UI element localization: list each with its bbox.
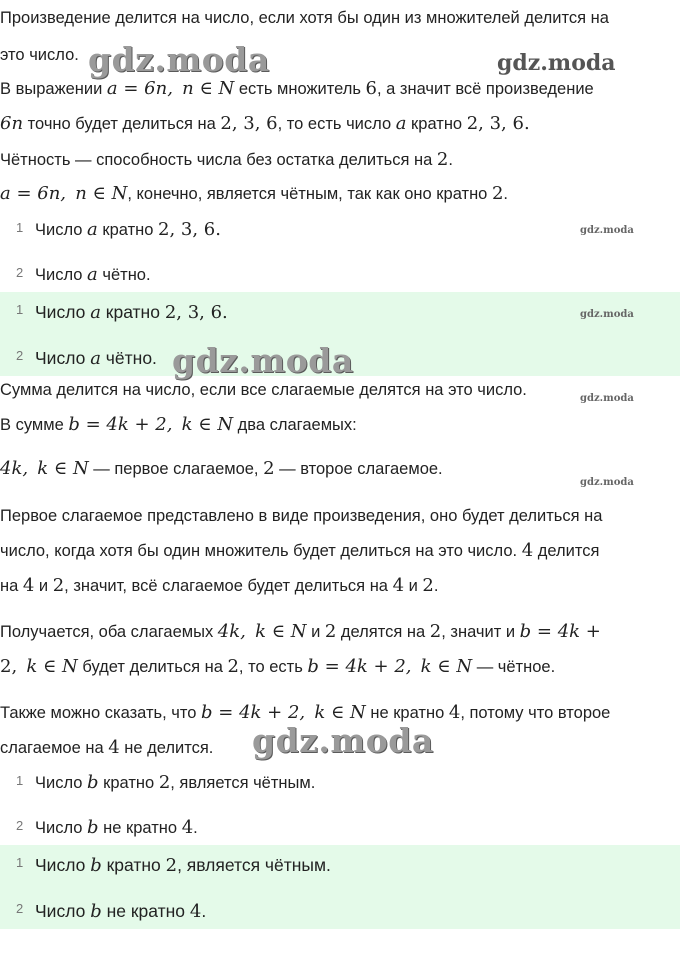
watermark: gdz.moda bbox=[580, 477, 634, 488]
answer-text: Число a кратно 2, 3, 6. bbox=[35, 302, 228, 323]
text-line: 2, k ∈ N будет делиться на 2, то есть b = 4k + 2, k ∈ N — чётное. bbox=[0, 656, 556, 677]
watermark: gdz.moda bbox=[252, 721, 434, 760]
option-text: Число b не кратно 4. bbox=[35, 817, 198, 838]
answer-number: 2 bbox=[16, 348, 24, 363]
answer-text: Число b не кратно 4. bbox=[35, 901, 207, 922]
text-line: Получается, оба слагаемых 4k, k ∈ N и 2 делятся на 2, значит и b = 4k + bbox=[0, 621, 601, 642]
text-line: на 4 и 2, значит, всё слагаемое будет делиться на 4 и 2. bbox=[0, 575, 439, 596]
option-1[interactable] bbox=[0, 763, 680, 803]
answer-text: Число b кратно 2, является чётным. bbox=[35, 855, 331, 876]
option-text: Число a кратно 2, 3, 6. bbox=[35, 219, 221, 240]
watermark: gdz.moda bbox=[497, 50, 616, 76]
answer-number: 1 bbox=[16, 855, 24, 870]
option-1[interactable] bbox=[0, 210, 680, 250]
option-number: 2 bbox=[16, 818, 24, 833]
watermark: gdz.moda bbox=[580, 309, 634, 320]
text-line: Сумма делится на число, если все слагаемые делятся на это число. bbox=[0, 381, 527, 399]
watermark: gdz.moda bbox=[580, 393, 634, 404]
text-line: 6n точно будет делиться на 2, 3, 6, то есть число a кратно 2, 3, 6. bbox=[0, 113, 530, 134]
option-2[interactable] bbox=[0, 808, 680, 848]
watermark: gdz.moda bbox=[580, 225, 634, 236]
answer-1 bbox=[0, 845, 680, 887]
text-line: Первое слагаемое представлено в виде произведения, оно будет делиться на bbox=[0, 507, 603, 525]
text-line: В сумме b = 4k + 2, k ∈ N два слагаемых: bbox=[0, 414, 357, 435]
watermark: gdz.moda bbox=[88, 40, 270, 79]
text-line: Произведение делится на число, если хотя бы один из множителей делится на bbox=[0, 9, 609, 27]
text-line: В выражении a = 6n, n ∈ N есть множитель 6, а значит всё произведение bbox=[0, 78, 594, 99]
answer-2 bbox=[0, 887, 680, 929]
text-line: число, когда хотя бы один множитель будет делиться на это число. 4 делится bbox=[0, 540, 600, 561]
text-line: Также можно сказать, что b = 4k + 2, k ∈ N не кратно 4, потому что второе bbox=[0, 702, 611, 723]
text-line: слагаемое на 4 не делится. bbox=[0, 737, 214, 758]
option-2[interactable] bbox=[0, 255, 680, 295]
option-number: 2 bbox=[16, 265, 24, 280]
text-line: это число. bbox=[0, 46, 79, 64]
text-line: Чётность — способность числа без остатка делиться на 2. bbox=[0, 149, 453, 170]
text-line: a = 6n, n ∈ N, конечно, является чётным, так как оно кратно 2. bbox=[0, 183, 508, 204]
answer-number: 2 bbox=[16, 901, 24, 916]
text-line: 4k, k ∈ N — первое слагаемое, 2 — второе слагаемое. bbox=[0, 458, 443, 479]
option-text: Число a чётно. bbox=[35, 264, 151, 285]
watermark: gdz.moda bbox=[172, 341, 354, 380]
option-number: 1 bbox=[16, 773, 24, 788]
answer-number: 1 bbox=[16, 302, 24, 317]
answer-text: Число a чётно. bbox=[35, 348, 157, 369]
option-text: Число b кратно 2, является чётным. bbox=[35, 772, 316, 793]
option-number: 1 bbox=[16, 220, 24, 235]
answer-1 bbox=[0, 292, 680, 334]
